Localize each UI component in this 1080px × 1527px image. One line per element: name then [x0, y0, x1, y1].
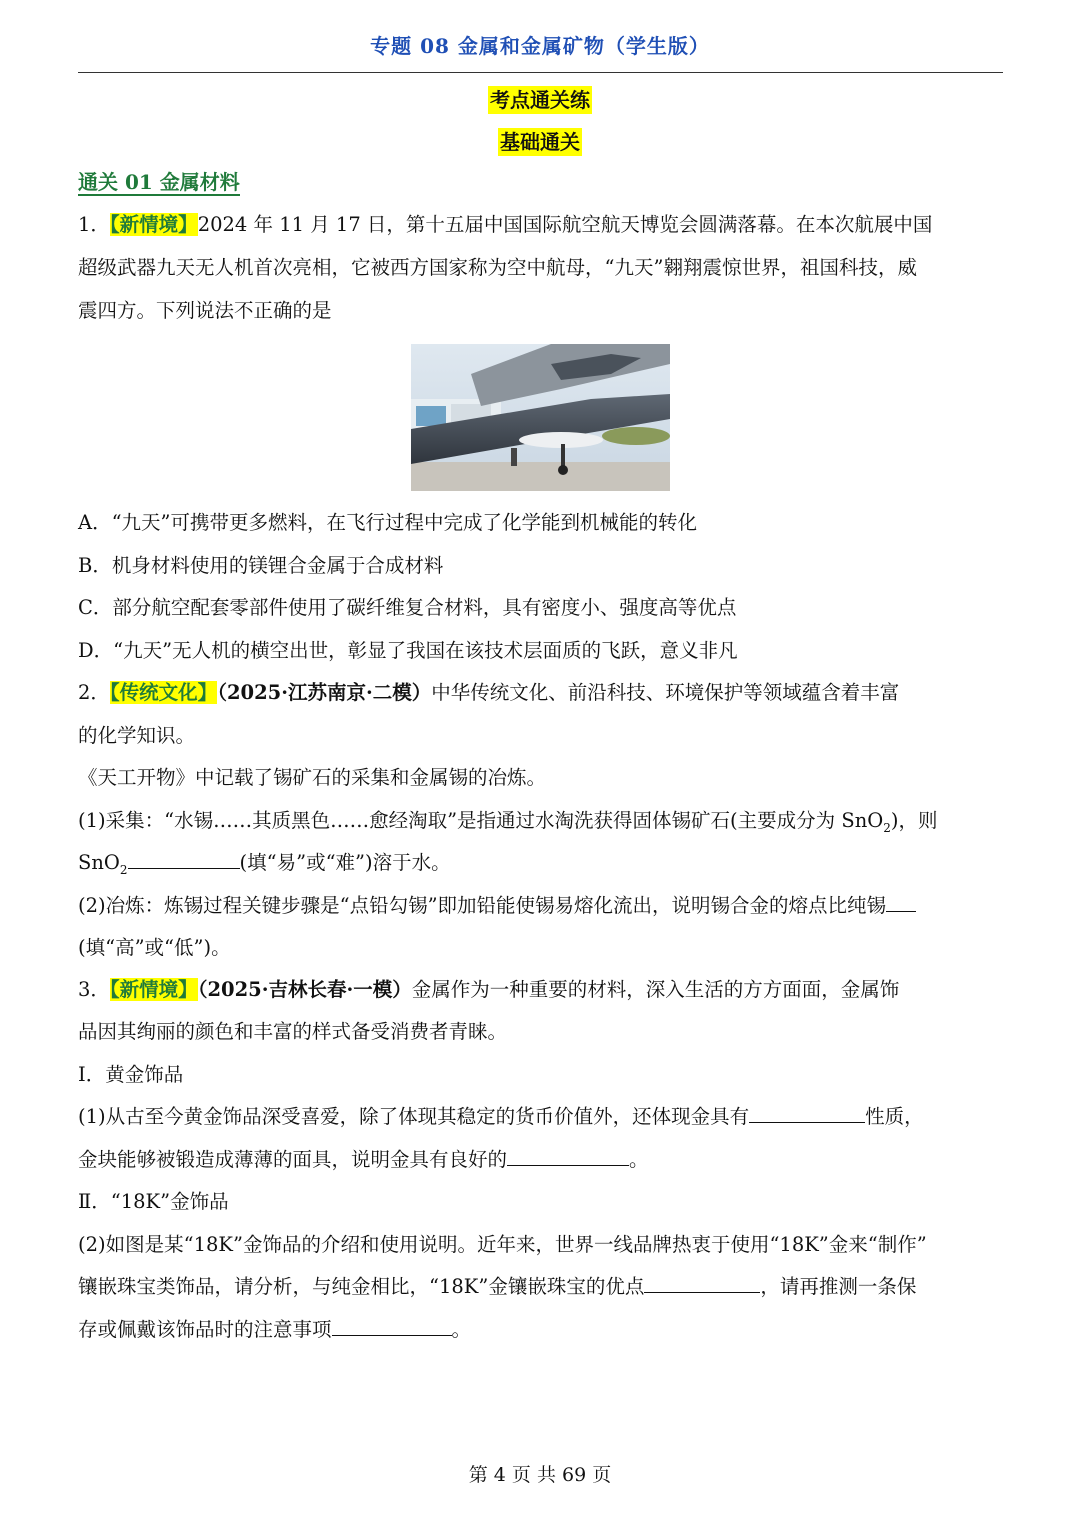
q2-p1a-end: )，则 [890, 809, 938, 832]
q1-option-d: D．“九天”无人机的横空出世，彰显了我国在该技术层面质的飞跃，意义非凡 [78, 639, 738, 662]
q1-option-b: B．机身材料使用的镁锂合金属于合成材料 [78, 554, 444, 577]
q2-p1a: (1)采集：“水锡……其质黑色……愈经淘取”是指通过水淘洗获得固体锡矿石(主要成分为 SnO [78, 809, 884, 832]
q1-option-a: A．“九天”可携带更多燃料，在飞行过程中完成了化学能到机械能的转化 [78, 511, 698, 534]
q3-text-1: 金属作为一种重要的材料，深入生活的方方面面，金属饰 [411, 978, 900, 1001]
q3-p1a-pre: (1)从古至今黄金饰品深受喜爱，除了体现其稳定的货币价值外，还体现金具有 [78, 1105, 750, 1128]
q2-stem-line3: 《天工开物》中记载了锡矿石的采集和金属锡的冶炼。 [78, 766, 547, 789]
drone-photo [411, 344, 670, 491]
kaodian-heading [0, 84, 1080, 113]
q3-stem-line2: 品因其绚丽的颜色和丰富的样式备受消费者青睐。 [78, 1020, 508, 1043]
q3-source: （2025·吉林长春·一模） [197, 978, 412, 1001]
q3-blank-3[interactable] [644, 1274, 760, 1293]
q2-part1-line2 [78, 842, 1003, 891]
q3-part1-line1 [78, 1096, 1003, 1138]
q2-p1a-sub: 2 [883, 820, 891, 835]
q3-part2-heading: Ⅱ．“18K”金饰品 [78, 1190, 229, 1213]
q3-p2b-post: ，请再推测一条保 [760, 1275, 917, 1298]
q3-part1-line2 [78, 1139, 1003, 1181]
q2-source: （2025·江苏南京·二模） [217, 681, 432, 704]
q3-tag: 【新情境】 [109, 978, 198, 1001]
q1-text-1: 2024 年 11 月 17 日，第十五届中国国际航空航天博览会圆满落幕。在本次航展中国 [197, 213, 933, 236]
kaodian-label: 考点通关练 [490, 88, 590, 112]
q2-number: 2． [78, 681, 110, 704]
q3-p1b-post: 。 [629, 1148, 649, 1171]
q1-tag: 【新情境】 [109, 213, 198, 236]
q2-p2a: (2)冶炼：炼锡过程关键步骤是“点铅勾锡”即加铅能使锡易熔化流出，说明锡合金的熔点比纯锡 [78, 894, 887, 917]
q2-stem-line1 [78, 672, 1003, 714]
q3-p1a-post: 性质， [865, 1105, 924, 1128]
q3-part1-heading: I．黄金饰品 [78, 1063, 184, 1086]
q2-stem-line2: 的化学知识。 [78, 724, 196, 747]
header-divider [78, 72, 1003, 73]
q3-part2-line3 [78, 1309, 1003, 1351]
q1-stem-line2: 超级武器九天无人机首次亮相，它被西方国家称为空中航母，“九天”翱翔震惊世界，祖国科技，威 [78, 256, 917, 279]
q2-text-1: 中华传统文化、前沿科技、环境保护等领域蕴含着丰富 [431, 681, 900, 704]
q3-p2c-pre: 存或佩戴该饰品时的注意事项 [78, 1318, 332, 1341]
q2-p1b-pre: SnO [78, 851, 120, 874]
q3-stem-line1 [78, 969, 1003, 1011]
q2-blank-2[interactable] [886, 893, 916, 912]
q3-part2-line2 [78, 1266, 1003, 1308]
q2-blank-1[interactable] [128, 850, 240, 869]
q2-p1b-sub: 2 [119, 862, 128, 877]
q3-number: 3． [78, 978, 110, 1001]
q2-tag: 【传统文化】 [109, 681, 218, 704]
q3-p1b-pre: 金块能够被锻造成薄薄的面具，说明金具有良好的 [78, 1148, 508, 1171]
q3-blank-2[interactable] [507, 1147, 629, 1166]
q3-p2b-pre: 镶嵌珠宝类饰品，请分析，与纯金相比，“18K”金镶嵌珠宝的优点 [78, 1275, 645, 1298]
jichu-heading [0, 126, 1080, 155]
q3-part2-line1: (2)如图是某“18K”金饰品的介绍和使用说明。近年来，世界一线品牌热衷于使用“18K”金来“制作” [78, 1233, 927, 1256]
jichu-label: 基础通关 [500, 130, 580, 154]
q3-blank-4[interactable] [332, 1317, 452, 1336]
q2-part2-line2: (填“高”或“低”)。 [78, 936, 231, 959]
q1-stem-line1 [78, 204, 1003, 246]
q1-stem-line3: 震四方。下列说法不正确的是 [78, 299, 332, 322]
q1-option-c: C．部分航空配套零部件使用了碳纤维复合材料，具有密度小、强度高等优点 [78, 596, 737, 619]
section-title: 通关 01 金属材料 [78, 170, 240, 194]
drone-image [411, 344, 670, 491]
document-header: 专题 08 金属和金属矿物（学生版） [370, 34, 710, 58]
q3-p2c-post: 。 [451, 1318, 472, 1341]
q1-number: 1． [78, 213, 110, 236]
q3-blank-1[interactable] [749, 1104, 865, 1123]
page-number: 第 4 页 共 69 页 [468, 1464, 612, 1486]
q2-part2-line1 [78, 885, 1003, 927]
q2-p1b-post: (填“易”或“难”)溶于水。 [239, 851, 451, 874]
